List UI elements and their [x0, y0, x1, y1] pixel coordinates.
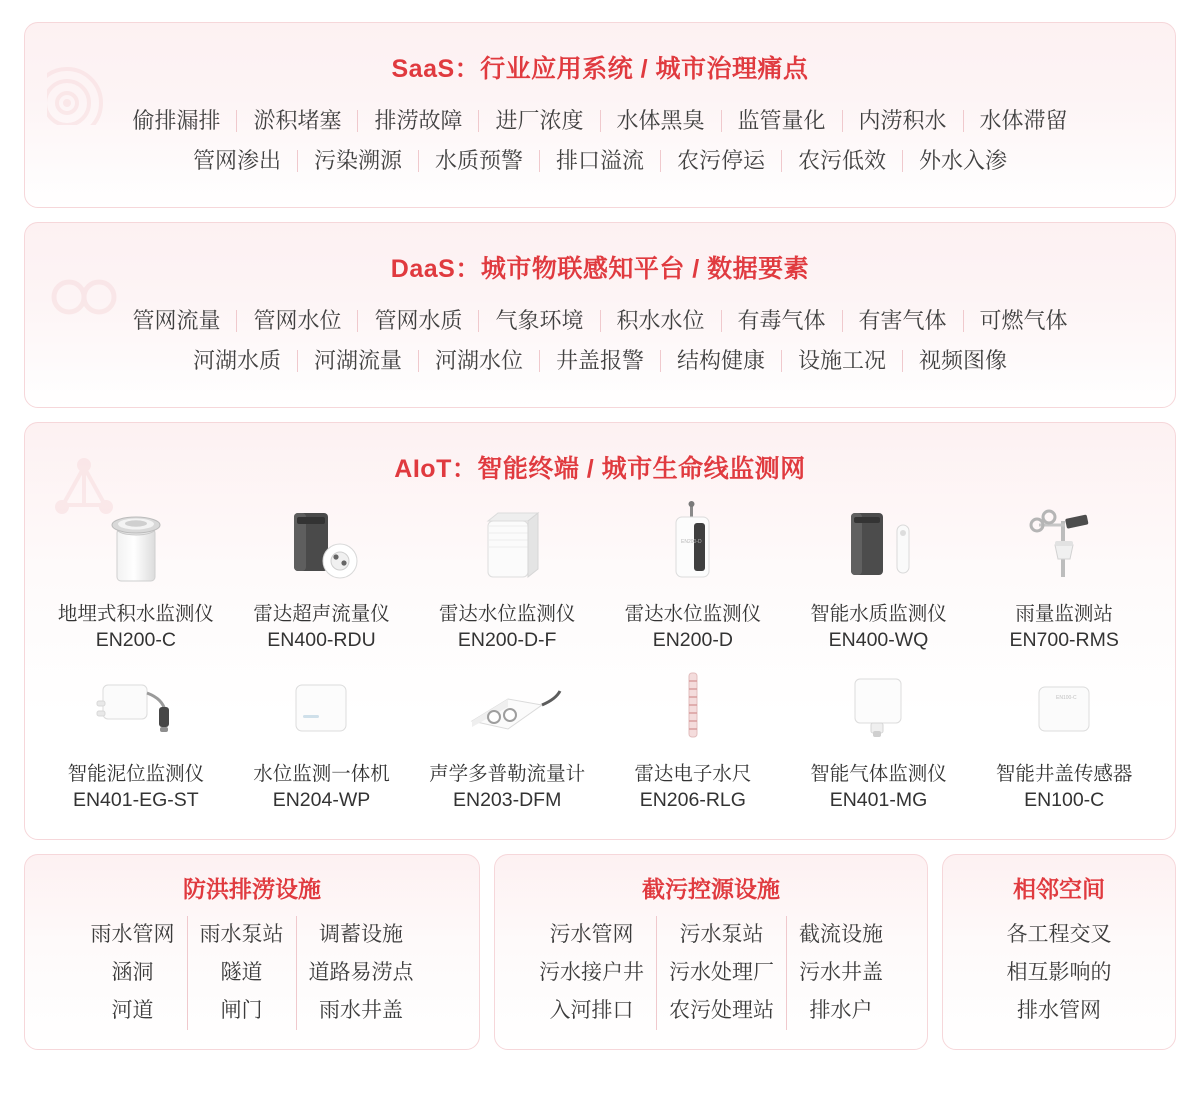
daas-title — [49, 249, 1151, 285]
device-item[interactable] — [600, 499, 786, 653]
device-name: 雨量监测站 — [1015, 603, 1113, 625]
sewage-item: 截流设施 — [799, 923, 883, 946]
daas-chip: 井盖报警 — [555, 348, 644, 373]
flood-item: 闸门 — [220, 999, 263, 1022]
sewage-item: 污水泵站 — [679, 923, 764, 946]
device-item[interactable] — [786, 659, 972, 813]
sewage-column-3 — [786, 916, 895, 1030]
saas-chip: 排涝故障 — [374, 108, 463, 133]
saas-chip-rows — [55, 101, 1145, 181]
bottom-row — [24, 854, 1176, 1050]
saas-chip: 进厂浓度 — [495, 108, 584, 133]
manhole-sensor-icon — [999, 659, 1129, 751]
device-name: 雷达电子水尺 — [634, 763, 752, 785]
adjacent-item: 相互影响的 — [1006, 961, 1112, 984]
sewage-item: 污水接户井 — [539, 961, 644, 984]
sewage-item: 排水户 — [809, 999, 873, 1022]
daas-chip: 管网水位 — [253, 308, 342, 333]
device-name: 智能井盖传感器 — [995, 763, 1133, 785]
device-name: 智能气体监测仪 — [810, 763, 947, 785]
flood-item: 道路易涝点 — [308, 961, 414, 984]
daas-card — [24, 222, 1176, 408]
daas-chip: 积水水位 — [616, 308, 705, 333]
device-model: EN400-WQ — [828, 629, 929, 651]
adjacent-card — [942, 854, 1176, 1050]
sewage-item: 污水管网 — [549, 923, 634, 946]
device-item[interactable] — [971, 499, 1157, 653]
device-item[interactable] — [971, 659, 1157, 813]
flood-card — [24, 854, 480, 1050]
svg-text:EN200-D: EN200-D — [680, 539, 702, 545]
device-model: EN200-C — [95, 629, 176, 651]
flood-item: 涵洞 — [111, 961, 154, 984]
sewage-item: 污水井盖 — [799, 961, 883, 984]
device-name: 智能水质监测仪 — [810, 603, 947, 625]
level-allinone-icon — [256, 659, 386, 751]
water-quality-icon — [813, 499, 943, 591]
flood-item: 雨水泵站 — [199, 923, 284, 946]
flood-columns — [35, 916, 469, 1030]
device-name: 智能泥位监测仪 — [67, 763, 205, 785]
sewage-item: 入河排口 — [549, 999, 634, 1022]
saas-chip: 淤积堵塞 — [253, 108, 342, 133]
device-name: 雷达水位监测仪 — [438, 603, 576, 625]
saas-title-tag: SaaS： — [391, 55, 481, 83]
aiot-card — [24, 422, 1176, 840]
daas-chip: 视频图像 — [919, 348, 1008, 373]
gas-monitor-icon — [813, 659, 943, 751]
daas-chip: 河湖流量 — [313, 348, 402, 373]
flood-item: 雨水井盖 — [319, 999, 403, 1022]
sewage-card — [494, 854, 928, 1050]
daas-chip: 管网流量 — [132, 308, 221, 333]
saas-chip: 水质预警 — [434, 148, 523, 173]
daas-chip: 可燃气体 — [979, 308, 1068, 333]
sewage-item: 污水处理厂 — [669, 961, 774, 984]
daas-chip: 有毒气体 — [737, 308, 826, 333]
device-item[interactable] — [600, 659, 786, 813]
device-model: EN100-C — [1024, 789, 1105, 811]
device-grid — [43, 499, 1157, 813]
saas-chip: 污染溯源 — [313, 148, 402, 173]
device-item[interactable] — [414, 659, 600, 813]
saas-chip: 偷排漏排 — [132, 108, 221, 133]
saas-card — [24, 22, 1176, 208]
daas-row-1 — [49, 301, 1151, 341]
saas-chip: 管网渗出 — [192, 148, 281, 173]
saas-chip: 监管量化 — [737, 108, 826, 133]
flood-item: 雨水管网 — [90, 923, 175, 946]
radar-level-stick-icon — [628, 499, 758, 591]
saas-chip: 排口溢流 — [555, 148, 644, 173]
sewage-column-2 — [656, 916, 786, 1030]
daas-title-text: 城市物联感知平台 / 数据要素 — [480, 255, 810, 283]
device-model: EN400-RDU — [267, 629, 376, 651]
device-model: EN700-RMS — [1009, 629, 1119, 651]
doppler-flow-icon — [442, 659, 572, 751]
aiot-title — [43, 449, 1157, 485]
daas-chip: 河湖水质 — [192, 348, 281, 373]
device-model: EN200-D — [652, 629, 733, 651]
flood-column-2 — [187, 916, 296, 1030]
device-name: 雷达超声流量仪 — [253, 603, 390, 625]
flood-item: 河道 — [111, 999, 154, 1022]
daas-chip: 气象环境 — [495, 308, 584, 333]
adjacent-item: 排水管网 — [1017, 999, 1101, 1022]
device-model: EN204-WP — [272, 789, 371, 811]
daas-chip: 河湖水位 — [434, 348, 523, 373]
radar-flow-meter-icon — [256, 499, 386, 591]
saas-title-text: 行业应用系统 / 城市治理痛点 — [480, 55, 809, 83]
daas-chip: 管网水质 — [374, 308, 463, 333]
device-name: 声学多普勒流量计 — [429, 763, 586, 785]
device-name: 水位监测一体机 — [253, 763, 390, 785]
daas-row-2 — [49, 341, 1151, 381]
device-name: 地埋式积水监测仪 — [57, 603, 214, 625]
cylinder-sensor-icon — [71, 499, 201, 591]
flood-item: 调蓄设施 — [319, 923, 403, 946]
adjacent-item: 各工程交叉 — [1006, 923, 1112, 946]
saas-chip: 水体黑臭 — [616, 108, 705, 133]
adjacent-title: 相邻空间 — [1013, 876, 1105, 902]
flood-column-1 — [79, 916, 187, 1030]
daas-chip: 有害气体 — [858, 308, 947, 333]
svg-text:EN100-C: EN100-C — [1056, 695, 1077, 701]
saas-chip: 内涝积水 — [858, 108, 947, 133]
daas-chip-rows — [49, 301, 1151, 381]
device-model: EN206-RLG — [639, 789, 746, 811]
daas-chip: 结构健康 — [677, 348, 766, 373]
saas-chip: 农污低效 — [798, 148, 887, 173]
device-model: EN200-D-F — [457, 629, 557, 651]
device-item[interactable] — [229, 659, 415, 813]
daas-title-tag: DaaS： — [390, 255, 481, 283]
saas-chip: 水体滞留 — [979, 108, 1068, 133]
device-item[interactable] — [786, 499, 972, 653]
daas-chip: 设施工况 — [798, 348, 887, 373]
device-item[interactable] — [229, 499, 415, 653]
mud-level-icon — [71, 659, 201, 751]
sewage-column-1 — [527, 916, 656, 1030]
sewage-item: 农污处理站 — [669, 999, 774, 1022]
adjacent-column-1 — [1001, 916, 1118, 1030]
electronic-gauge-icon — [628, 659, 758, 751]
radar-level-box-icon — [442, 499, 572, 591]
device-model: EN203-DFM — [452, 789, 562, 811]
flood-column-3 — [296, 916, 426, 1030]
saas-chip: 外水入渗 — [919, 148, 1008, 173]
flood-item: 隧道 — [220, 961, 263, 984]
saas-row-2 — [55, 141, 1145, 181]
aiot-title-text: 智能终端 / 城市生命线监测网 — [477, 455, 806, 483]
device-model: EN401-MG — [829, 789, 928, 811]
device-name: 雷达水位监测仪 — [624, 603, 762, 625]
weather-station-icon — [999, 499, 1129, 591]
device-item[interactable] — [43, 659, 229, 813]
adjacent-columns — [953, 916, 1165, 1030]
flood-title: 防洪排涝设施 — [183, 876, 321, 902]
device-item[interactable] — [414, 499, 600, 653]
sewage-columns — [505, 916, 917, 1030]
saas-title — [55, 49, 1145, 85]
device-model: EN401-EG-ST — [72, 789, 199, 811]
sewage-title: 截污控源设施 — [642, 876, 780, 902]
aiot-title-tag: AIoT： — [394, 455, 478, 483]
device-item[interactable] — [43, 499, 229, 653]
saas-chip: 农污停运 — [677, 148, 766, 173]
saas-row-1 — [55, 101, 1145, 141]
